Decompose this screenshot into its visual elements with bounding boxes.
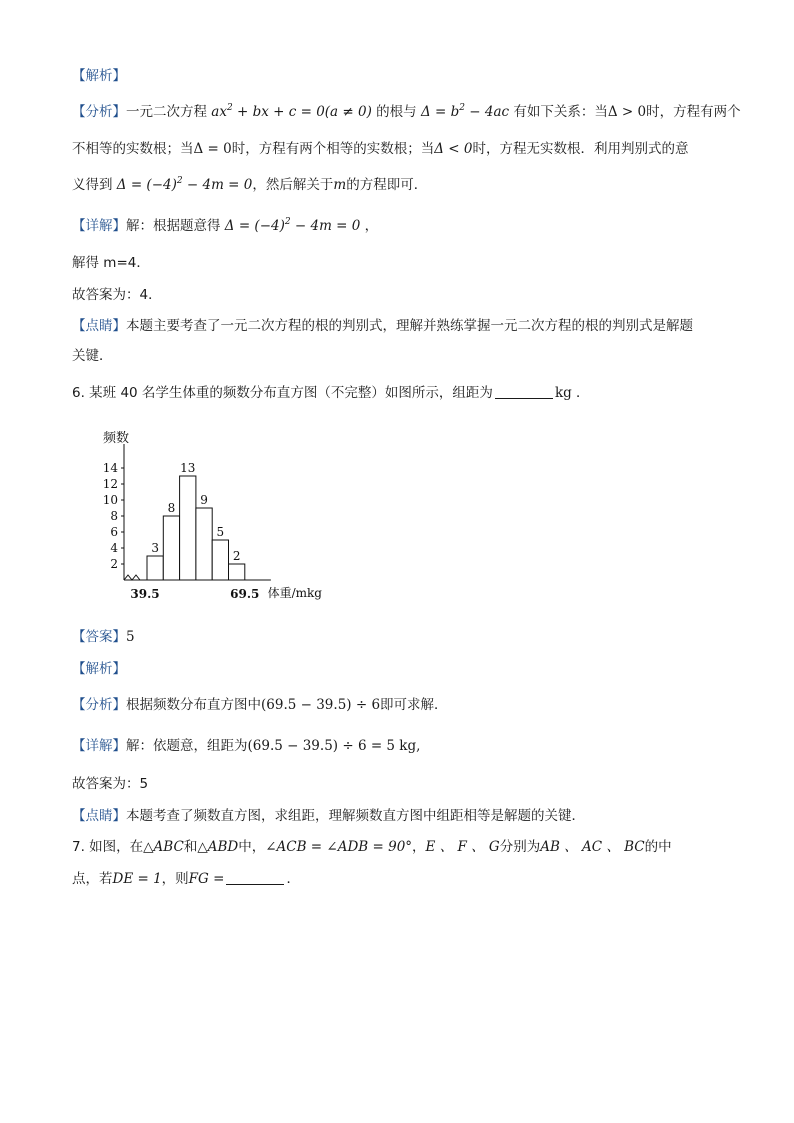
equation: $\Delta = (-4)^2 - 4m = 0$ xyxy=(220,217,365,234)
quadratic-equation: $ax^2$ + bx + c = 0(a ≠ 0) xyxy=(207,103,377,120)
answer-value: 5 xyxy=(126,629,135,645)
text: ，然后解关于 xyxy=(252,177,334,193)
answer-blank-7[interactable] xyxy=(226,871,284,885)
question-7-line-1 xyxy=(72,837,672,857)
expression: (69.5 − 39.5) ÷ 6 = 5 kg, xyxy=(247,738,421,754)
y-tick-label: 2 xyxy=(110,557,118,571)
answer-tag: 【答案】 xyxy=(72,629,126,645)
histogram-chart xyxy=(80,402,360,612)
text: 的根与 xyxy=(376,104,417,120)
text: 义得到 xyxy=(72,177,113,193)
histogram-bar xyxy=(212,540,228,580)
target: FG = xyxy=(188,871,225,887)
text: 7. 如图，在 xyxy=(72,839,144,855)
text: 一元二次方程 xyxy=(126,104,207,120)
histogram-bar xyxy=(163,516,179,580)
bar-value-label: 5 xyxy=(216,525,225,539)
triangle: △ABC xyxy=(143,839,184,855)
bar-value-label: 9 xyxy=(200,493,208,507)
text: 本题考查了频数直方图，求组距，理解频数直方图中组距相等是解题的关键． xyxy=(126,808,585,824)
text: 解：根据题意得 xyxy=(126,218,221,234)
key-point-tag: 【点睛】 xyxy=(72,318,126,334)
text: 分别为 xyxy=(499,839,541,855)
axis-break xyxy=(124,575,140,580)
text: ， xyxy=(412,839,426,855)
detail-line xyxy=(72,216,378,236)
detail-tag: 【详解】 xyxy=(72,218,126,234)
points: E 、 F 、 G xyxy=(425,839,500,855)
angles: ∠ACB = ∠ADB = 90° xyxy=(265,839,413,855)
text: ，则 xyxy=(161,871,189,887)
text: ， xyxy=(364,218,379,234)
condition: Δ > 0 xyxy=(607,104,647,120)
discriminant-formula: $\Delta = b^2 - 4ac$ xyxy=(416,103,514,120)
text: 有如下关系：当 xyxy=(513,104,608,120)
section-heading-jiexi-6: 【解析】 xyxy=(72,661,126,677)
expression: (69.5 − 39.5) ÷ 6 xyxy=(261,697,381,713)
x-start-label: 39.5 xyxy=(130,587,160,601)
text: 本题主要考查了一元二次方程的根的判别式，理解并熟练掌握一元二次方程的根的判别式是解题 xyxy=(126,318,693,334)
question-text: 6. 某班 40 名学生体重的频数分布直方图（不完整）如图所示，组距为 xyxy=(72,385,493,401)
text: 和 xyxy=(183,839,198,855)
y-tick-label: 6 xyxy=(110,525,118,539)
y-tick-label: 8 xyxy=(110,509,118,523)
bar-value-label: 13 xyxy=(180,461,196,475)
question-7-line-2 xyxy=(72,869,300,889)
answer-6-line xyxy=(72,627,135,647)
section-heading-jiexi: 【解析】 xyxy=(72,68,126,84)
y-tick-label: 12 xyxy=(102,477,118,491)
detail-6 xyxy=(72,736,420,756)
text: 即可求解． xyxy=(380,697,448,713)
text: 中， xyxy=(238,839,266,855)
text: 时，方程有两个相等的实数根；当 xyxy=(231,141,435,157)
bar-value-label: 3 xyxy=(151,541,159,555)
histogram-bar xyxy=(147,556,163,580)
x-end-label: 69.5 xyxy=(230,587,260,601)
equation: $\Delta = (-4)^2 - 4m = 0$ xyxy=(112,176,253,193)
text: 时，方程无实数根．利用判别式的意 xyxy=(472,141,689,157)
text: 时，方程有两个 xyxy=(646,104,741,120)
y-tick-label: 14 xyxy=(102,461,118,475)
y-axis-label: 频数 xyxy=(102,431,130,446)
answer-line: 故答案为：4． xyxy=(72,287,162,303)
analysis-line-3 xyxy=(72,175,427,195)
text: 的中 xyxy=(644,839,672,855)
histogram-svg xyxy=(80,402,360,612)
key-point-6 xyxy=(72,806,585,826)
analysis-line-2 xyxy=(72,139,688,159)
analysis-tag: 【分析】 xyxy=(72,104,126,120)
text: ． xyxy=(286,871,300,887)
variable: m xyxy=(333,177,347,193)
key-point-line-2: 关键． xyxy=(72,348,113,364)
bar-value-label: 2 xyxy=(232,549,241,563)
text: 的方程即可． xyxy=(346,177,428,193)
y-tick-label: 10 xyxy=(102,493,118,507)
text: 不相等的实数根；当 xyxy=(72,141,194,157)
key-point-tag: 【点睛】 xyxy=(72,808,126,824)
histogram-bar xyxy=(180,476,196,580)
histogram-bar xyxy=(196,508,212,580)
text: 解：依题意，组距为 xyxy=(126,738,248,754)
y-tick-label: 4 xyxy=(110,541,118,555)
given: DE = 1 xyxy=(112,871,162,887)
histogram-bar xyxy=(229,564,245,580)
unit: kg ． xyxy=(554,385,590,401)
key-point-line-1 xyxy=(72,316,693,336)
segments: AB 、 AC 、 BC xyxy=(540,839,645,855)
analysis-tag: 【分析】 xyxy=(72,697,126,713)
triangle: △ABD xyxy=(197,839,239,855)
answer-blank[interactable] xyxy=(495,385,553,399)
text: 根据频数分布直方图中 xyxy=(126,697,261,713)
analysis-6 xyxy=(72,695,448,715)
x-axis-label: 体重/mkg xyxy=(267,586,323,600)
detail-tag: 【详解】 xyxy=(72,738,126,754)
condition: Δ = 0 xyxy=(193,141,232,157)
solution-line: 解得 m=4． xyxy=(72,255,150,271)
condition: Δ < 0 xyxy=(434,141,473,157)
answer-6-final: 故答案为：5 xyxy=(72,776,149,792)
text: 点，若 xyxy=(72,871,113,887)
bar-value-label: 8 xyxy=(167,501,176,515)
question-6 xyxy=(72,383,590,403)
analysis-line-1 xyxy=(72,102,741,122)
